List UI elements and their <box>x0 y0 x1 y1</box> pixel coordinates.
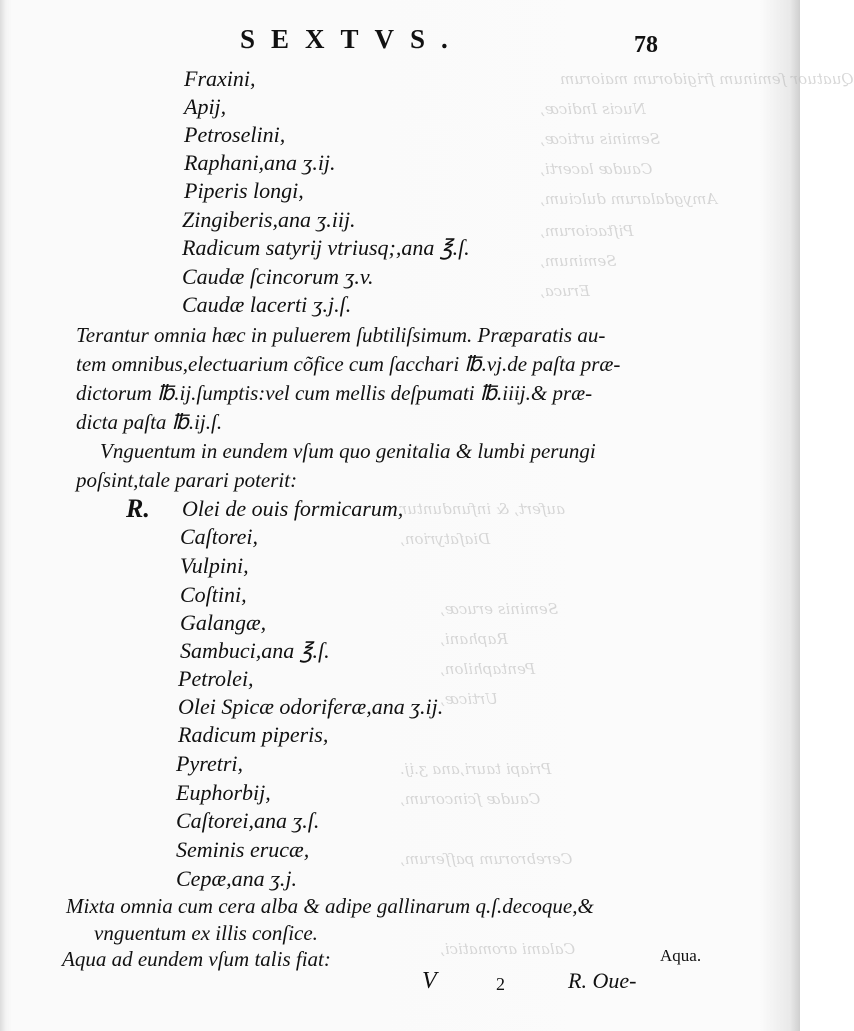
show-through-bleed: Caudæ ſcincorum, <box>400 790 541 808</box>
show-through-bleed: Nucis Indicæ, <box>540 100 646 118</box>
show-through-bleed: Urticæ, <box>440 690 498 708</box>
text-line: Apij, <box>184 94 227 119</box>
text-line: Caſtorei, <box>180 524 259 549</box>
show-through-bleed: Diaſatyrion, <box>400 530 491 548</box>
show-through-bleed: Seminum, <box>540 252 617 270</box>
text-line: Olei Spicæ odoriferæ,ana ʒ.ij. <box>178 694 444 719</box>
text-line: Cepæ,ana ʒ.j. <box>176 866 297 891</box>
catchword: R. Oue- <box>568 968 637 993</box>
show-through-bleed: Raphani, <box>440 630 509 648</box>
text-line: Caſtorei,ana ʒ.ſ. <box>176 808 320 833</box>
text-line: Petroselini, <box>184 122 286 147</box>
show-through-bleed: Amygdalarum dulcium, <box>540 190 718 208</box>
text-line: Petrolei, <box>178 666 254 691</box>
show-through-bleed: aufert, & infunduntur <box>400 500 565 518</box>
text-line: dictorum ℔.ij.ſumptis:vel cum mellis deſpumati ℔.iiij.& præ- <box>76 381 593 405</box>
text-line: Radicum piperis, <box>178 722 329 747</box>
running-head: SEXTVS. <box>240 24 464 54</box>
show-through-bleed: Eruca, <box>540 282 590 300</box>
text-line: Vnguentum in eundem vſum quo genitalia & lumbi perungi <box>100 439 596 463</box>
text-line: Galangæ, <box>180 610 267 635</box>
text-line: Caudæ lacerti ʒ.j.ſ. <box>182 292 352 317</box>
show-through-bleed: Cerebrorum paſſerum, <box>400 850 573 868</box>
text-line: Fraxini, <box>184 66 256 91</box>
text-line: Radicum satyrij vtriusq;,ana ℥.ſ. <box>182 235 470 260</box>
text-line: Sambuci,ana ℥.ſ. <box>180 638 330 663</box>
text-line: Caudæ ſcincorum ʒ.v. <box>182 264 374 289</box>
show-through-bleed: Piſtaciorum, <box>540 222 634 240</box>
show-through-bleed: Pentaphilon, <box>440 660 536 678</box>
page-number: 78 <box>634 32 658 58</box>
show-through-bleed: Priapi tauri,ana ʒ.ij. <box>400 760 552 778</box>
text-line: poſsint,tale parari poterit: <box>76 468 298 492</box>
show-through-bleed: Calami aromatici, <box>440 940 576 958</box>
text-line: Olei de ouis formicarum, <box>182 496 404 521</box>
show-through-bleed: Caudæ lacerti, <box>540 160 653 178</box>
text-line: Mixta omnia cum cera alba & adipe gallinarum q.ſ.decoque,& <box>66 894 594 918</box>
text-line: Coſtini, <box>180 582 247 607</box>
text-line: vnguentum ex illis conſice. <box>94 921 318 945</box>
text-line: Pyretri, <box>176 751 243 776</box>
text-line: Seminis erucæ, <box>176 837 310 862</box>
text-line: tem omnibus,electuarium cõfice cum ſacchari ℔.vj.de paſta præ- <box>76 352 621 376</box>
margin-note: Aqua. <box>660 946 702 965</box>
text-line: dicta paſta ℔.ij.ſ. <box>76 410 223 434</box>
text-line: Piperis longi, <box>184 178 304 203</box>
text-line: Vulpini, <box>180 553 249 578</box>
show-through-bleed: Quatuor ſeminum frigidorum maiorum <box>560 70 854 88</box>
text-line: Terantur omnia hæc in puluerem ſubtiliſsimum. Præparatis au- <box>76 323 606 347</box>
signature-mark: V <box>422 968 437 994</box>
text-line: Aqua ad eundem vſum talis fiat: <box>62 947 331 971</box>
signature-number: 2 <box>496 974 505 994</box>
text-line: Zingiberis,ana ʒ.iij. <box>182 207 356 232</box>
text-line: Raphani,ana ʒ.ij. <box>184 150 336 175</box>
recipe-symbol: R. <box>126 494 150 523</box>
text-line: Euphorbij, <box>176 780 271 805</box>
show-through-bleed: Seminis erucæ, <box>440 600 559 618</box>
show-through-bleed: Seminis urticæ, <box>540 130 661 148</box>
